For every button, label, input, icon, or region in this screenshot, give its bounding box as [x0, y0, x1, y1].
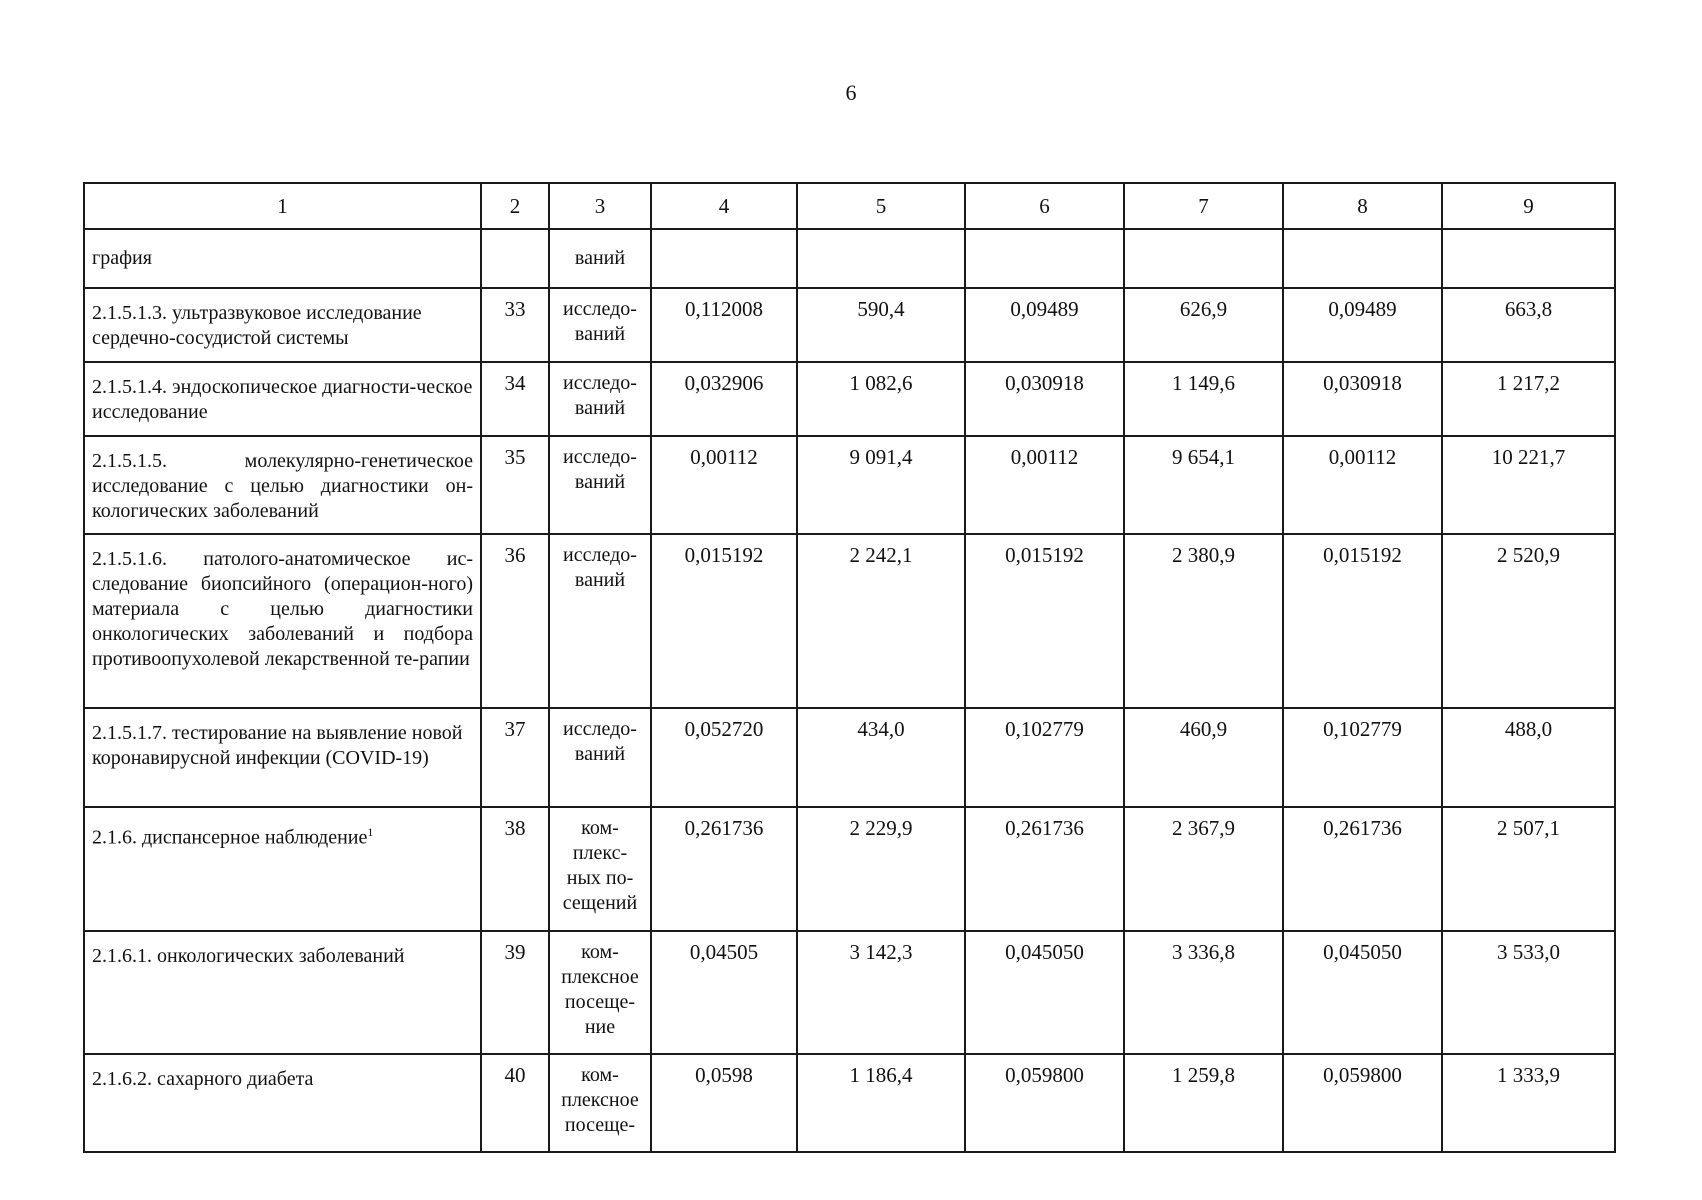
row-name: 2.1.5.1.3. ультразвуковое исследование сердечно-сосудистой системы [84, 288, 481, 362]
header-cell: 5 [797, 183, 965, 229]
row-value: 488,0 [1442, 708, 1615, 807]
row-value: 1 217,2 [1442, 362, 1615, 436]
row-value: 0,0598 [651, 1054, 797, 1152]
row-line-number [481, 229, 549, 288]
row-line-number: 38 [481, 807, 549, 931]
table-row [84, 362, 1615, 436]
row-value: 460,9 [1124, 708, 1283, 807]
row-value: 10 221,7 [1442, 436, 1615, 534]
table-row [84, 807, 1615, 931]
row-unit: исследо- ваний [549, 534, 651, 708]
page-number: 6 [845, 80, 857, 105]
row-line-number: 33 [481, 288, 549, 362]
row-value: 0,045050 [1283, 931, 1442, 1054]
row-unit: ком- плексное посеще- [549, 1054, 651, 1152]
row-value: 0,00112 [1283, 436, 1442, 534]
row-name [84, 807, 481, 931]
row-unit: исследо- ваний [549, 708, 651, 807]
header-cell: 4 [651, 183, 797, 229]
row-name: 2.1.5.1.4. эндоскопическое диагности-ческое исследование [84, 362, 481, 436]
row-value [1442, 229, 1615, 288]
row-value: 0,261736 [965, 807, 1124, 931]
row-value: 0,015192 [965, 534, 1124, 708]
row-value: 2 520,9 [1442, 534, 1615, 708]
row-value: 1 186,4 [797, 1054, 965, 1152]
row-value: 663,8 [1442, 288, 1615, 362]
row-value: 0,09489 [965, 288, 1124, 362]
row-value: 2 242,1 [797, 534, 965, 708]
row-value: 2 229,9 [797, 807, 965, 931]
row-value: 0,00112 [651, 436, 797, 534]
header-cell: 3 [549, 183, 651, 229]
row-value: 0,102779 [1283, 708, 1442, 807]
header-cell: 9 [1442, 183, 1615, 229]
row-value: 9 091,4 [797, 436, 965, 534]
row-unit: ком- плексное посеще- ние [549, 931, 651, 1054]
row-unit: ком- плекс- ных по- сещений [549, 807, 651, 931]
row-name: 2.1.6.1. онкологических заболеваний [84, 931, 481, 1054]
row-value: 2 367,9 [1124, 807, 1283, 931]
row-name: 2.1.5.1.6. патолого-анатомическое ис-следование биопсийного (операцион-ного) материала с целью диагностики онкологических заболеваний и подбора противоопухолевой лекарственной те-рапии [84, 534, 481, 708]
header-cell: 2 [481, 183, 549, 229]
row-line-number: 40 [481, 1054, 549, 1152]
header-row [84, 183, 1615, 229]
row-value: 0,261736 [651, 807, 797, 931]
row-value: 0,00112 [965, 436, 1124, 534]
row-value [1124, 229, 1283, 288]
row-value: 0,04505 [651, 931, 797, 1054]
row-value: 0,052720 [651, 708, 797, 807]
table-row [84, 534, 1615, 708]
row-value: 3 533,0 [1442, 931, 1615, 1054]
row-value: 1 082,6 [797, 362, 965, 436]
row-name: 2.1.5.1.7. тестирование на выявление новой коронавирусной инфекции (COVID-19) [84, 708, 481, 807]
row-name: 2.1.5.1.5. молекулярно-генетическое исследование с целью диагностики он-кологических заболеваний [84, 436, 481, 534]
row-value: 0,045050 [965, 931, 1124, 1054]
table-row [84, 708, 1615, 807]
row-name: графия [84, 229, 481, 288]
row-value: 0,112008 [651, 288, 797, 362]
row-value: 2 507,1 [1442, 807, 1615, 931]
row-value: 434,0 [797, 708, 965, 807]
row-value: 1 259,8 [1124, 1054, 1283, 1152]
row-line-number: 36 [481, 534, 549, 708]
row-value: 0,015192 [651, 534, 797, 708]
table-row [84, 931, 1615, 1054]
row-value: 2 380,9 [1124, 534, 1283, 708]
header-cell: 6 [965, 183, 1124, 229]
table-row [84, 1054, 1615, 1152]
row-value: 0,102779 [965, 708, 1124, 807]
row-value: 3 142,3 [797, 931, 965, 1054]
row-value: 0,030918 [1283, 362, 1442, 436]
row-value: 0,059800 [965, 1054, 1124, 1152]
footnote-marker: 1 [367, 825, 374, 839]
row-value: 0,030918 [965, 362, 1124, 436]
row-value [1283, 229, 1442, 288]
row-line-number: 35 [481, 436, 549, 534]
row-unit: исследо- ваний [549, 362, 651, 436]
row-value [651, 229, 797, 288]
row-unit: исследо- ваний [549, 288, 651, 362]
row-line-number: 37 [481, 708, 549, 807]
row-name-text: 2.1.6. диспансерное наблюдение [92, 826, 368, 849]
row-value: 1 333,9 [1442, 1054, 1615, 1152]
row-value: 0,09489 [1283, 288, 1442, 362]
row-value: 9 654,1 [1124, 436, 1283, 534]
row-value [965, 229, 1124, 288]
row-name: 2.1.6.2. сахарного диабета [84, 1054, 481, 1152]
row-line-number: 34 [481, 362, 549, 436]
table-row [84, 288, 1615, 362]
row-value [797, 229, 965, 288]
header-cell: 1 [84, 183, 481, 229]
continuation-row [84, 229, 1615, 288]
row-unit: исследо- ваний [549, 436, 651, 534]
row-value: 0,015192 [1283, 534, 1442, 708]
row-line-number: 39 [481, 931, 549, 1054]
row-value: 0,032906 [651, 362, 797, 436]
table-row [84, 436, 1615, 534]
row-unit: ваний [549, 229, 651, 288]
row-value: 590,4 [797, 288, 965, 362]
row-value: 0,059800 [1283, 1054, 1442, 1152]
row-value: 3 336,8 [1124, 931, 1283, 1054]
row-value: 0,261736 [1283, 807, 1442, 931]
header-cell: 7 [1124, 183, 1283, 229]
row-value: 626,9 [1124, 288, 1283, 362]
tariff-table [83, 182, 1616, 1153]
row-value: 1 149,6 [1124, 362, 1283, 436]
header-cell: 8 [1283, 183, 1442, 229]
